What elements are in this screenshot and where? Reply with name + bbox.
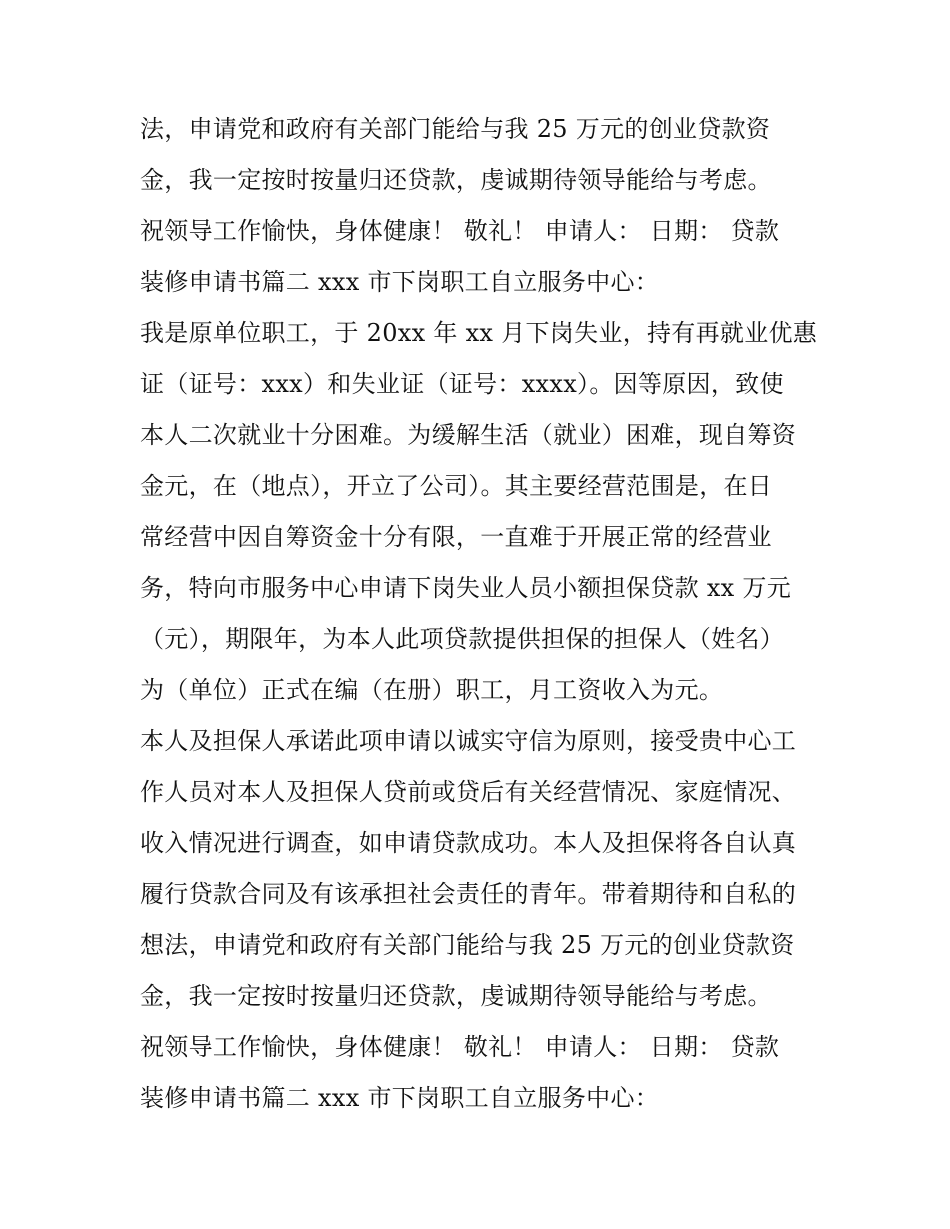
- text-line: 为（单位）正式在编（在册）职工，月工资收入为元。: [140, 676, 724, 704]
- document-body: [140, 104, 820, 1124]
- text-line: （元），期限年，为本人此项贷款提供担保的担保人（姓名）: [140, 625, 785, 653]
- text-line: 装修申请书篇二 xxx 市下岗职工自立服务中心：: [140, 1084, 660, 1112]
- text-line: 装修申请书篇二 xxx 市下岗职工自立服务中心：: [140, 268, 660, 296]
- text-line: 证（证号：xxx）和失业证（证号：xxxx）。因等原因，致使: [140, 370, 784, 398]
- text-line: 本人及担保人承诺此项申请以诚实守信为原则，接受贵中心工: [140, 727, 797, 755]
- text-line: 金，我一定按时按量归还贷款，虔诚期待领导能给与考虑。: [140, 166, 772, 194]
- text-line: 我是原单位职工，于 20xx 年 xx 月下岗失业，持有再就业优惠: [140, 319, 818, 347]
- text-line: 常经营中因自筹资金十分有限，一直难于开展正常的经营业: [140, 523, 772, 551]
- text-line: 想法，申请党和政府有关部门能给与我 25 万元的创业贷款资: [140, 931, 795, 959]
- text-line: 金，我一定按时按量归还贷款，虔诚期待领导能给与考虑。: [140, 982, 772, 1010]
- text-line: 祝领导工作愉快，身体健康！ 敬礼！ 申请人： 日期： 贷款: [140, 1033, 780, 1061]
- text-line: 收入情况进行调查，如申请贷款成功。本人及担保将各自认真: [140, 829, 797, 857]
- text-line: 务，特向市服务中心申请下岗失业人员小额担保贷款 xx 万元: [140, 574, 792, 602]
- text-line: 作人员对本人及担保人贷前或贷后有关经营情况、家庭情况、: [140, 778, 797, 806]
- text-line: 法，申请党和政府有关部门能给与我 25 万元的创业贷款资: [140, 115, 771, 143]
- text-line: 本人二次就业十分困难。为缓解生活（就业）困难，现自筹资: [140, 421, 797, 449]
- text-line: 祝领导工作愉快，身体健康！ 敬礼！ 申请人： 日期： 贷款: [140, 217, 780, 245]
- text-line: 履行贷款合同及有该承担社会责任的青年。带着期待和自私的: [140, 880, 797, 908]
- text-line: 金元，在（地点），开立了公司）。其主要经营范围是，在日: [140, 472, 773, 500]
